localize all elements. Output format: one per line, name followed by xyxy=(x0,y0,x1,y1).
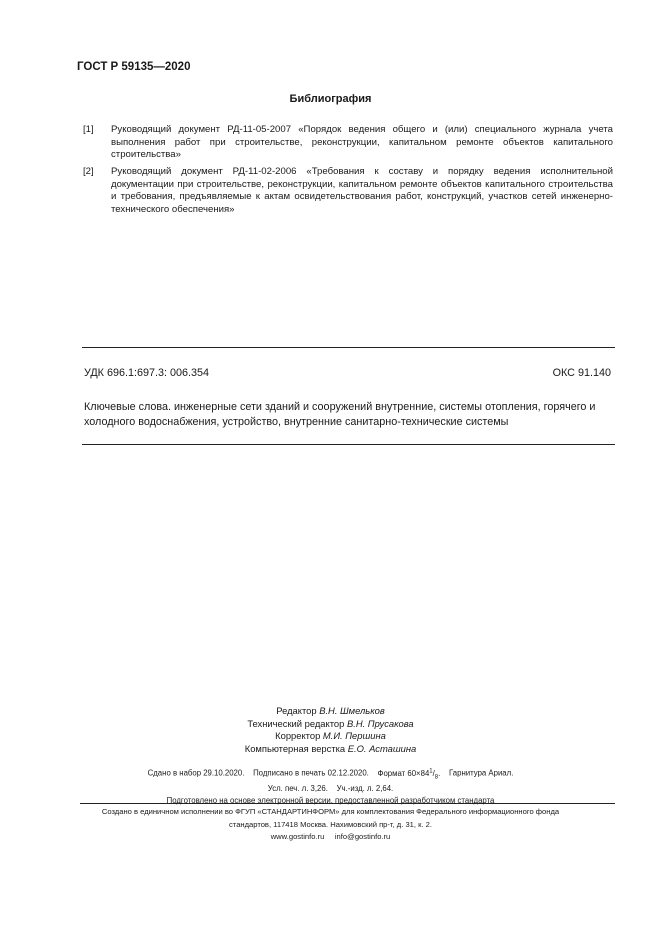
bibliography-item-number: [1] xyxy=(83,124,94,135)
typeface: Гарнитура Ариал. xyxy=(448,768,514,778)
format-prefix: Формат 60×84 xyxy=(377,768,430,778)
credit-name: М.И. Першина xyxy=(322,730,386,741)
prepared-note: Подготовлено на основе электронной версии, предоставленной разработчиком стандарта xyxy=(166,796,495,806)
bibliography-item xyxy=(83,166,613,216)
bibliography-item-text: Руководящий документ РД-11-05-2007 «Порядок ведения общего и (или) специального журнала учета выполнения работ при строительстве, реконструкции, капитальном ремонте объектов капитального строительства» xyxy=(111,124,613,161)
document-code: ГОСТ Р 59135—2020 xyxy=(77,61,191,73)
print-info-line-2 xyxy=(0,783,661,795)
keywords-text: Ключевые слова. инженерные сети зданий и сооружений внутренние, системы отопления, горячего и холодного водоснабжения, устройство, внутренние санитарно-технические системы xyxy=(84,401,596,428)
publisher-website[interactable]: www.gostinfo.ru xyxy=(270,832,325,841)
print-sheets: Усл. печ. л. 3,26. xyxy=(267,784,328,794)
credit-role: Компьютерная верстка xyxy=(244,742,346,754)
sent-date: Сдано в набор 29.10.2020. xyxy=(147,768,245,778)
publisher-contacts xyxy=(0,831,661,844)
credit-role: Корректор xyxy=(275,730,321,741)
credit-editor xyxy=(0,705,661,718)
publisher-line-2: стандартов, 117418 Москва. Нахимовский пр-т, д. 31, к. 2. xyxy=(229,819,432,829)
bibliography-item-text: Руководящий документ РД-11-02-2006 «Требования к составу и порядку ведения исполнительной документации при строительстве, реконструкции, капитальном ремонте объектов капитального строительства и требования, предъявляемые к актам освидетельствования работ, конструкций, участков сетей инженерно-технического обеспечения» xyxy=(111,166,613,215)
signed-date: Подписано в печать 02.12.2020. xyxy=(253,768,369,778)
credit-layout xyxy=(0,743,661,756)
publisher-line-1: Создано в единичном исполнении во ФГУП «СТАНДАРТИНФОРМ» для комплектования Федерального информационного фонда xyxy=(101,807,560,816)
udc-code: УДК 696.1:697.3: 006.354 xyxy=(84,367,210,379)
oks-code: ОКС 91.140 xyxy=(552,367,611,379)
publisher-email[interactable]: info@gostinfo.ru xyxy=(334,832,391,841)
format-suffix: . xyxy=(438,768,441,778)
divider-top xyxy=(82,347,615,348)
format-sub: 8 xyxy=(434,774,439,781)
credit-name: В.Н. Прусакова xyxy=(346,717,414,729)
bibliography-title: Библиография xyxy=(289,93,372,105)
print-info xyxy=(0,765,661,807)
bibliography-item-number: [2] xyxy=(83,166,94,177)
credit-name: В.Н. Шмельков xyxy=(319,705,385,716)
credits-block xyxy=(0,705,661,755)
format-sup: 1 xyxy=(429,768,433,774)
paper-format: Формат $60\times 84^1/_8$. xyxy=(377,768,441,781)
credit-role: Технический редактор xyxy=(247,717,345,729)
print-info-line-1 xyxy=(0,765,661,783)
bibliography-item xyxy=(83,124,613,162)
publisher-block xyxy=(0,806,661,844)
credit-name: Е.О. Асташина xyxy=(347,742,417,754)
publication-sheets: Уч.-изд. л. 2,64. xyxy=(336,784,394,794)
divider-bottom xyxy=(82,444,615,445)
divider-publisher xyxy=(80,803,615,804)
credit-tech-editor xyxy=(0,718,661,731)
credit-role: Редактор xyxy=(276,705,317,716)
credit-proofreader xyxy=(0,730,661,743)
